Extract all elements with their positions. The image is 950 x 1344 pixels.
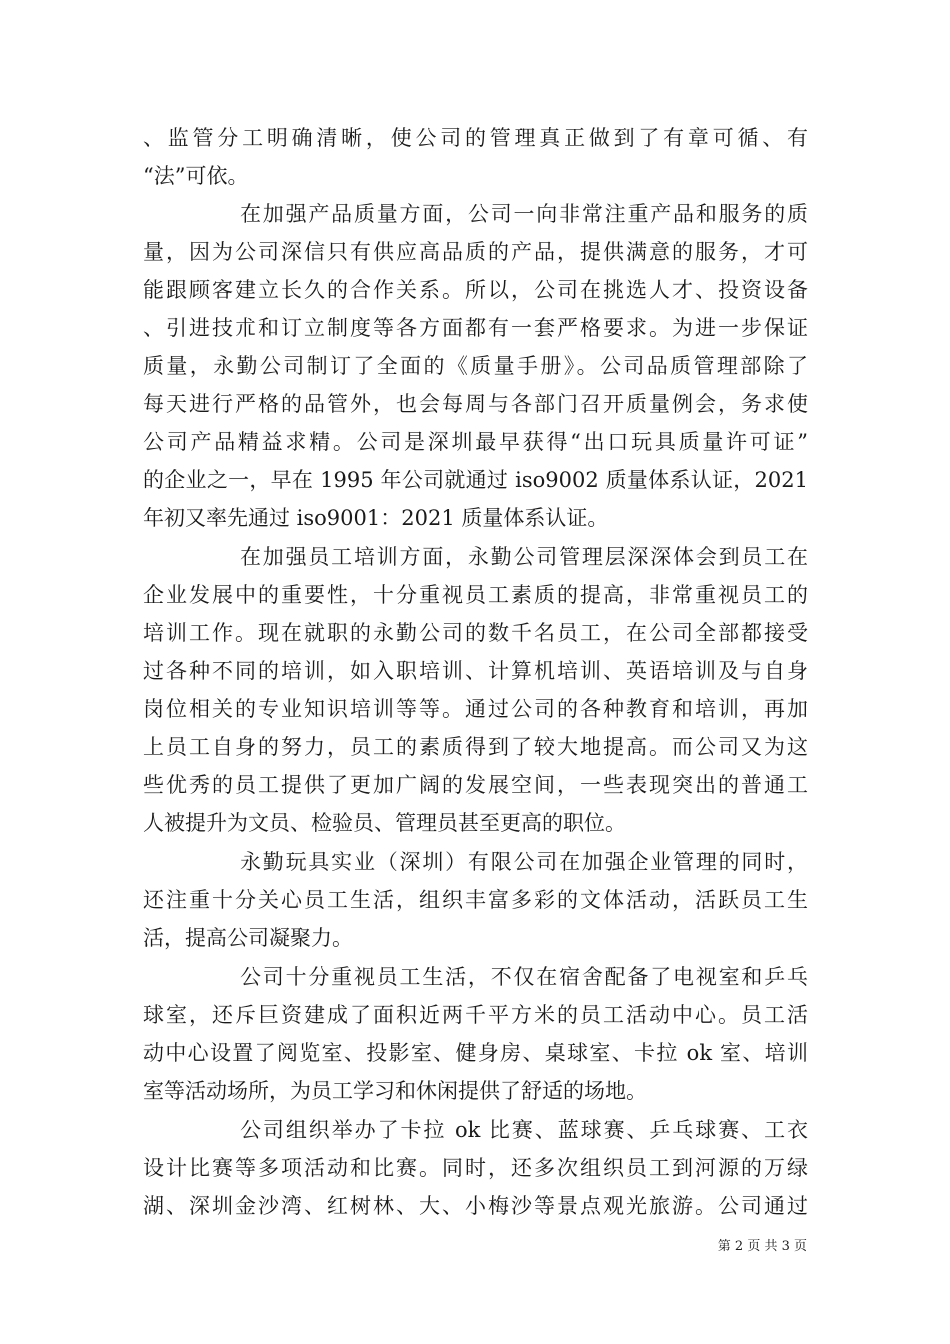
- text-line: 量，因为公司深信只有供应高品质的产品，提供满意的服务，才可: [143, 240, 808, 264]
- text-line: 球室，还斥巨资建成了面积近两千平方米的员工活动中心。员工活: [143, 1003, 808, 1027]
- text-line: 的企业之一，早在 1995 年公司就通过 iso9002 质量体系认证，2021: [143, 468, 808, 492]
- text-line: 些优秀的员工提供了更加广阔的发展空间，一些表现突出的普通工: [143, 773, 808, 797]
- text-line: 质量，永勤公司制订了全面的《质量手册》。公司品质管理部除了: [143, 354, 808, 378]
- text-line: 岗位相关的专业知识培训等等。通过公司的各种教育和培训，再加: [143, 697, 808, 721]
- text-line: 室等活动场所，为员工学习和休闲提供了舒适的场地。: [143, 1079, 647, 1103]
- text-line: 人被提升为文员、检验员、管理员甚至更高的职位。: [143, 811, 626, 835]
- text-line: 企业发展中的重要性，十分重视员工素质的提高，非常重视员工的: [143, 583, 808, 607]
- paragraph-first-line: 公司十分重视员工生活，不仅在宿舍配备了电视室和乒乓: [240, 965, 808, 989]
- paragraph-first-line: 在加强产品质量方面，公司一向非常注重产品和服务的质: [240, 202, 808, 226]
- text-line: 过各种不同的培训，如入职培训、计算机培训、英语培训及与自身: [143, 659, 808, 683]
- text-line: 年初又率先通过 iso9001：2021 质量体系认证。: [143, 506, 609, 530]
- text-line: 湖、深圳金沙湾、红树林、大、小梅沙等景点观光旅游。公司通过: [143, 1194, 808, 1218]
- paragraph-first-line: 公司组织举办了卡拉 ok 比赛、蓝球赛、乒乓球赛、工衣: [240, 1118, 808, 1142]
- text-line: 、引进技朮和订立制度等各方面都有一套严格要求。为进一步保证: [143, 316, 808, 340]
- text-line: 还注重十分关心员工生活，组织丰富多彩的文体活动，活跃员工生: [143, 888, 808, 912]
- text-line: “法”可依。: [143, 164, 249, 188]
- text-line: 活，提高公司凝聚力。: [143, 926, 353, 950]
- text-line: 动中心设置了阅览室、投影室、健身房、桌球室、卡拉 ok 室、培训: [143, 1041, 808, 1065]
- text-line: 培训工作。现在就职的永勤公司的数千名员工，在公司全部都接受: [143, 621, 808, 645]
- text-line: 能跟顾客建立长久的合作关系。所以，公司在挑选人才、投资设备: [143, 278, 808, 302]
- page-number: 第 2 页 共 3 页: [717, 1239, 807, 1254]
- paragraph-first-line: 在加强员工培训方面，永勤公司管理层深深体会到员工在: [240, 545, 808, 569]
- text-line: 设计比赛等多项活动和比赛。同时，还多次组织员工到河源的万绿: [143, 1156, 808, 1180]
- paragraph-first-line: 永勤玩具实业（深圳）有限公司在加强企业管理的同时，: [240, 850, 808, 874]
- text-line: 公司产品精益求精。公司是深圳最早获得“出口玩具质量许可证”: [143, 430, 808, 454]
- text-line: 每天进行严格的品管外，也会每周与各部门召开质量例会，务求使: [143, 392, 808, 416]
- text-line: 、监管分工明确清晰，使公司的管理真正做到了有章可循、有: [143, 126, 808, 150]
- text-line: 上员工自身的努力，员工的素质得到了较大地提高。而公司又为这: [143, 735, 808, 759]
